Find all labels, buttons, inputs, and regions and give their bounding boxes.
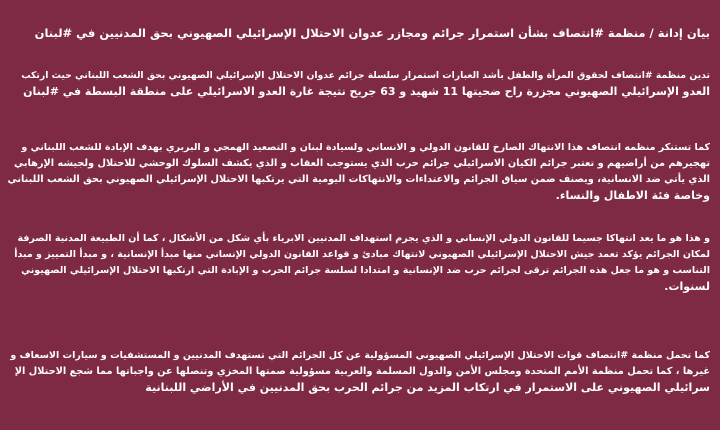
paragraph-condemnation [6,68,710,100]
paragraph-line: لمكان الجرائم يؤكد تعمد جيش الاحتلال الإسرائيلي الصهيوني لانتهاك مبادئ و قواعد القانون الدولي الإنساني منها مبدأ الإنسانية ، و مبدأ التمييز و مبدأ [14,249,710,260]
paragraph-line: تدين منظمة #انتصاف لحقوق المرأة والطفل بأشد العبارات استمرار سلسلة جرائم عدوان الاحتلال الإسرائيلي الصهيوني بحق الشعب اللبناني حيث ارتكب [21,70,710,81]
paragraph-international-law [6,231,710,295]
paragraph-line: سرائيلي الصهيوني على الاستمرار في ارتكاب المزيد من جرائم الحرب بحق المدنيين في الأراضي اللبنانية [145,381,710,394]
paragraph-line: العدو الإسرائيلي الصهيوني مجزرة راح ضحيتها 11 شهيد و 63 جريح نتيجة غارة العدو الاسرائيلي على منطقة البسطة في #لبنان [23,85,710,98]
paragraph-line: كما تستنكر منظمه انتصاف هذا الانتهاك الصارخ للقانون الدولي و الانساني ولسيادة لبنان و التصعيد الهمجي و البربري بهدف الإبادة للشعب اللبناني و [21,142,710,153]
paragraph-line: كما تحمل منظمة #انتصاف قوات الاحتلال الإسرائيلي الصهيوني المسؤولية عن كل الجرائم التي تستهدف المدنيين و المستشفيات و سيارات الاسعاف و [10,350,710,361]
statement-title: بيان إدانة / منظمة #انتصاف بشأن استمرار جرائم ومجازر عدوان الاحتلال الإسرائيلي الصهيوني بحق المدنيين في #لبنان [34,26,710,40]
paragraph-line: غيرها ، كما تحمل منظمة الأمم المتحدة ومجلس الأمن والدول المسلمة والعربية مسؤولية صمتها المخزي وتنصلها عن واجباتها مما شجع الاحتلال الإ [14,366,710,377]
paragraph-line: وخاصة فئة الاطفال والنساء. [555,189,710,202]
paragraph-line: تهجيرهم من أراضيهم و تعتبر جرائم الكيان الاسرائيلي جرائم حرب الذي يستوجب العقاب و الذي يكشف السلوك الوحشي للاحتلال ولجيشه الإرهابي [13,158,710,169]
paragraph-line: و هذا هو ما يعد انتهاكا جسيما للقانون الدولي الإنساني و الذي يجرم استهداف المدنيين الابرياء بأي شكل من الأشكال ، كما أن الطبيعة المدنية الصرفة [17,233,710,244]
paragraph-responsibility [6,348,710,396]
paragraph-line: لسنوات. [664,280,710,293]
paragraph-denunciation [6,140,710,204]
paragraph-line: الذي يأتي ضد الانسانية، ويصنف ضمن سياق الجرائم والاعتداءات والانتهاكات اليومية التي يرتكبها الاحتلال الإسرائيلي الصهيوني بحق الشعب اللبناني [7,174,710,185]
paragraph-line: التناسب و هو ما جعل هذه الجرائم ترقى لجرائم حرب ضد الإنسانية و امتدادا لسلسة جرائم الحرب و الإبادة التي ارتكبها الاحتلال الإسرائيلي الصهيوني [21,265,710,276]
